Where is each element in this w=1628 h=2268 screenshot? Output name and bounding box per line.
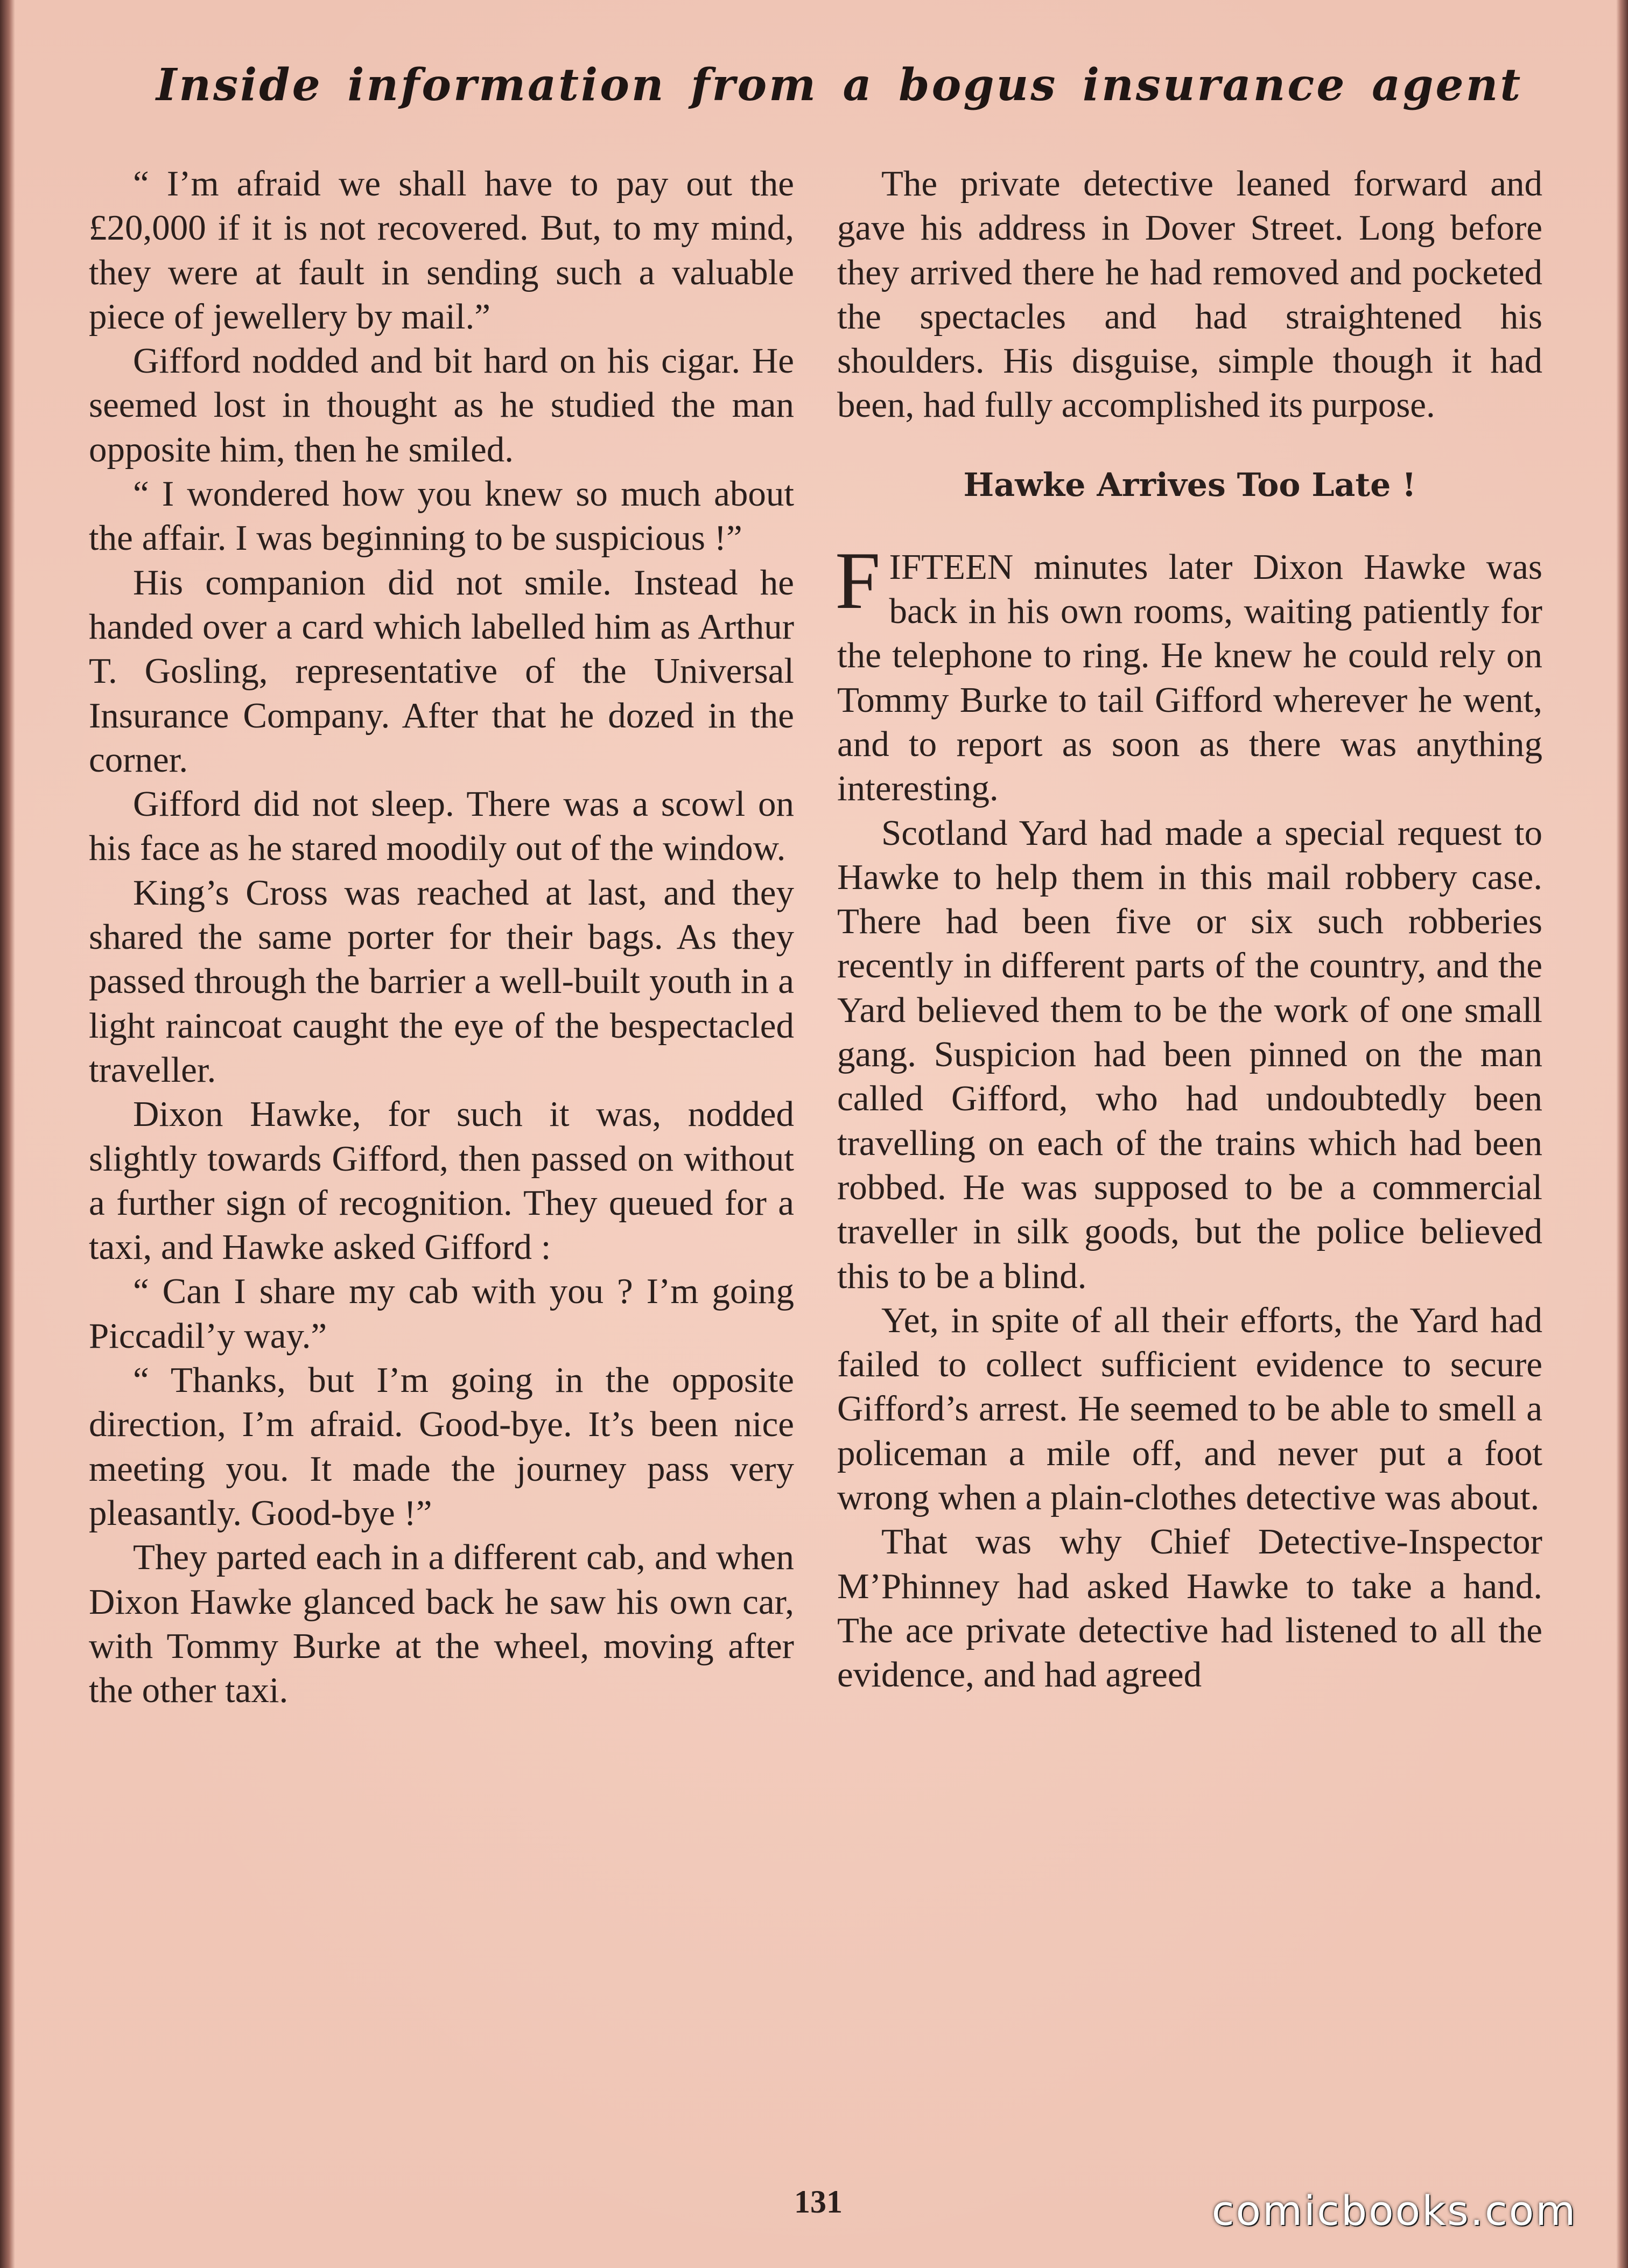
dropcap-paragraph (835, 535, 1542, 811)
paragraph: Gifford did not sleep. There was a scowl on his face as he stared moodily out of the window. (89, 784, 794, 869)
paragraph: His companion did not smile. Instead he handed over a card which labelled him as Arthur T. Gosling, representative of the Universal Insurance Company. After that he dozed in the corner. (89, 562, 794, 780)
paragraph: “ I wondered how you knew so much about the affair. I was beginning to be suspicious !” (89, 474, 794, 558)
section-subheading: Hawke Arrives Too Late ! (963, 466, 1416, 504)
site-watermark: comicbooks.com (1211, 2186, 1577, 2235)
paragraph: “ I’m afraid we shall have to pay out the £20,000 if it is not recovered. But, to my mind, they were at fault in sending such a valuable piece of jewellery by mail.” (89, 164, 794, 337)
dropcap-paragraph-text: IFTEEN minutes later Dixon Hawke was back in his own rooms, waiting patiently for the telephone to ring. He knew he could rely on Tommy Burke to tail Gifford wherever he went, and to report as soon as there was anything interesting. (837, 547, 1542, 809)
paragraph: “ Can I share my cab with you ? I’m going Piccadil’y way.” (89, 1271, 794, 1356)
paragraph: Dixon Hawke, for such it was, nodded slightly towards Gifford, then passed on without a further sign of recognition. They queued for a taxi, and Hawke asked Gifford : (89, 1094, 794, 1268)
left-column (89, 162, 794, 1712)
page-edge-left (0, 0, 15, 2268)
paragraph: That was why Chief Detective-Inspector M’Phinney had asked Hawke to take a hand. The ace private detective had listened to all the evidence, and had agreed (837, 1522, 1542, 1695)
paragraph: “ Thanks, but I’m going in the opposite direction, I’m afraid. Good-bye. It’s been nice meeting you. It made the journey pass very pleasantly. Good-bye !” (89, 1360, 794, 1533)
paragraph: Scotland Yard had made a special request to Hawke to help them in this mail robbery case. There had been five or six such robberies recently in different parts of the country, and the Yard believed them to be the work of one small gang. Suspicion had been pinned on the man called Gifford, who had undoubtedly been travelling on each of the trains which had been robbed. He was supposed to be a commercial traveller in silk goods, but the police believed this to be a blind. (837, 813, 1542, 1296)
paragraph: The private detective leaned forward and gave his address in Dover Street. Long before they arrived there he had removed and pocketed the spectacles and had straightened his shoulders. His disguise, simple though it had been, had fully accomplished its purpose. (837, 164, 1542, 425)
paragraph: Yet, in spite of all their efforts, the Yard had failed to collect sufficient evidence to secure Gifford’s arrest. He seemed to be able to smell a policeman a mile off, and never put a foot wrong when a plain-clothes detective was about. (837, 1300, 1542, 1518)
story-headline: Inside information from a bogus insurance agent (156, 59, 1523, 111)
page-number: 131 (794, 2184, 843, 2220)
paragraph: They parted each in a different cab, and when Dixon Hawke glanced back he saw his own car, with Tommy Burke at the wheel, moving after the other taxi. (89, 1537, 794, 1711)
page-edge-right (1616, 0, 1628, 2268)
right-column (837, 162, 1542, 1697)
paragraph: King’s Cross was reached at last, and they shared the same porter for their bags. As they passed through the barrier a well-built youth in a light raincoat caught the eye of the bespectacled traveller. (89, 872, 794, 1090)
paragraph: Gifford nodded and bit hard on his cigar. He seemed lost in thought as he studied the man opposite him, then he smiled. (89, 341, 794, 470)
drop-cap: F (835, 535, 881, 626)
